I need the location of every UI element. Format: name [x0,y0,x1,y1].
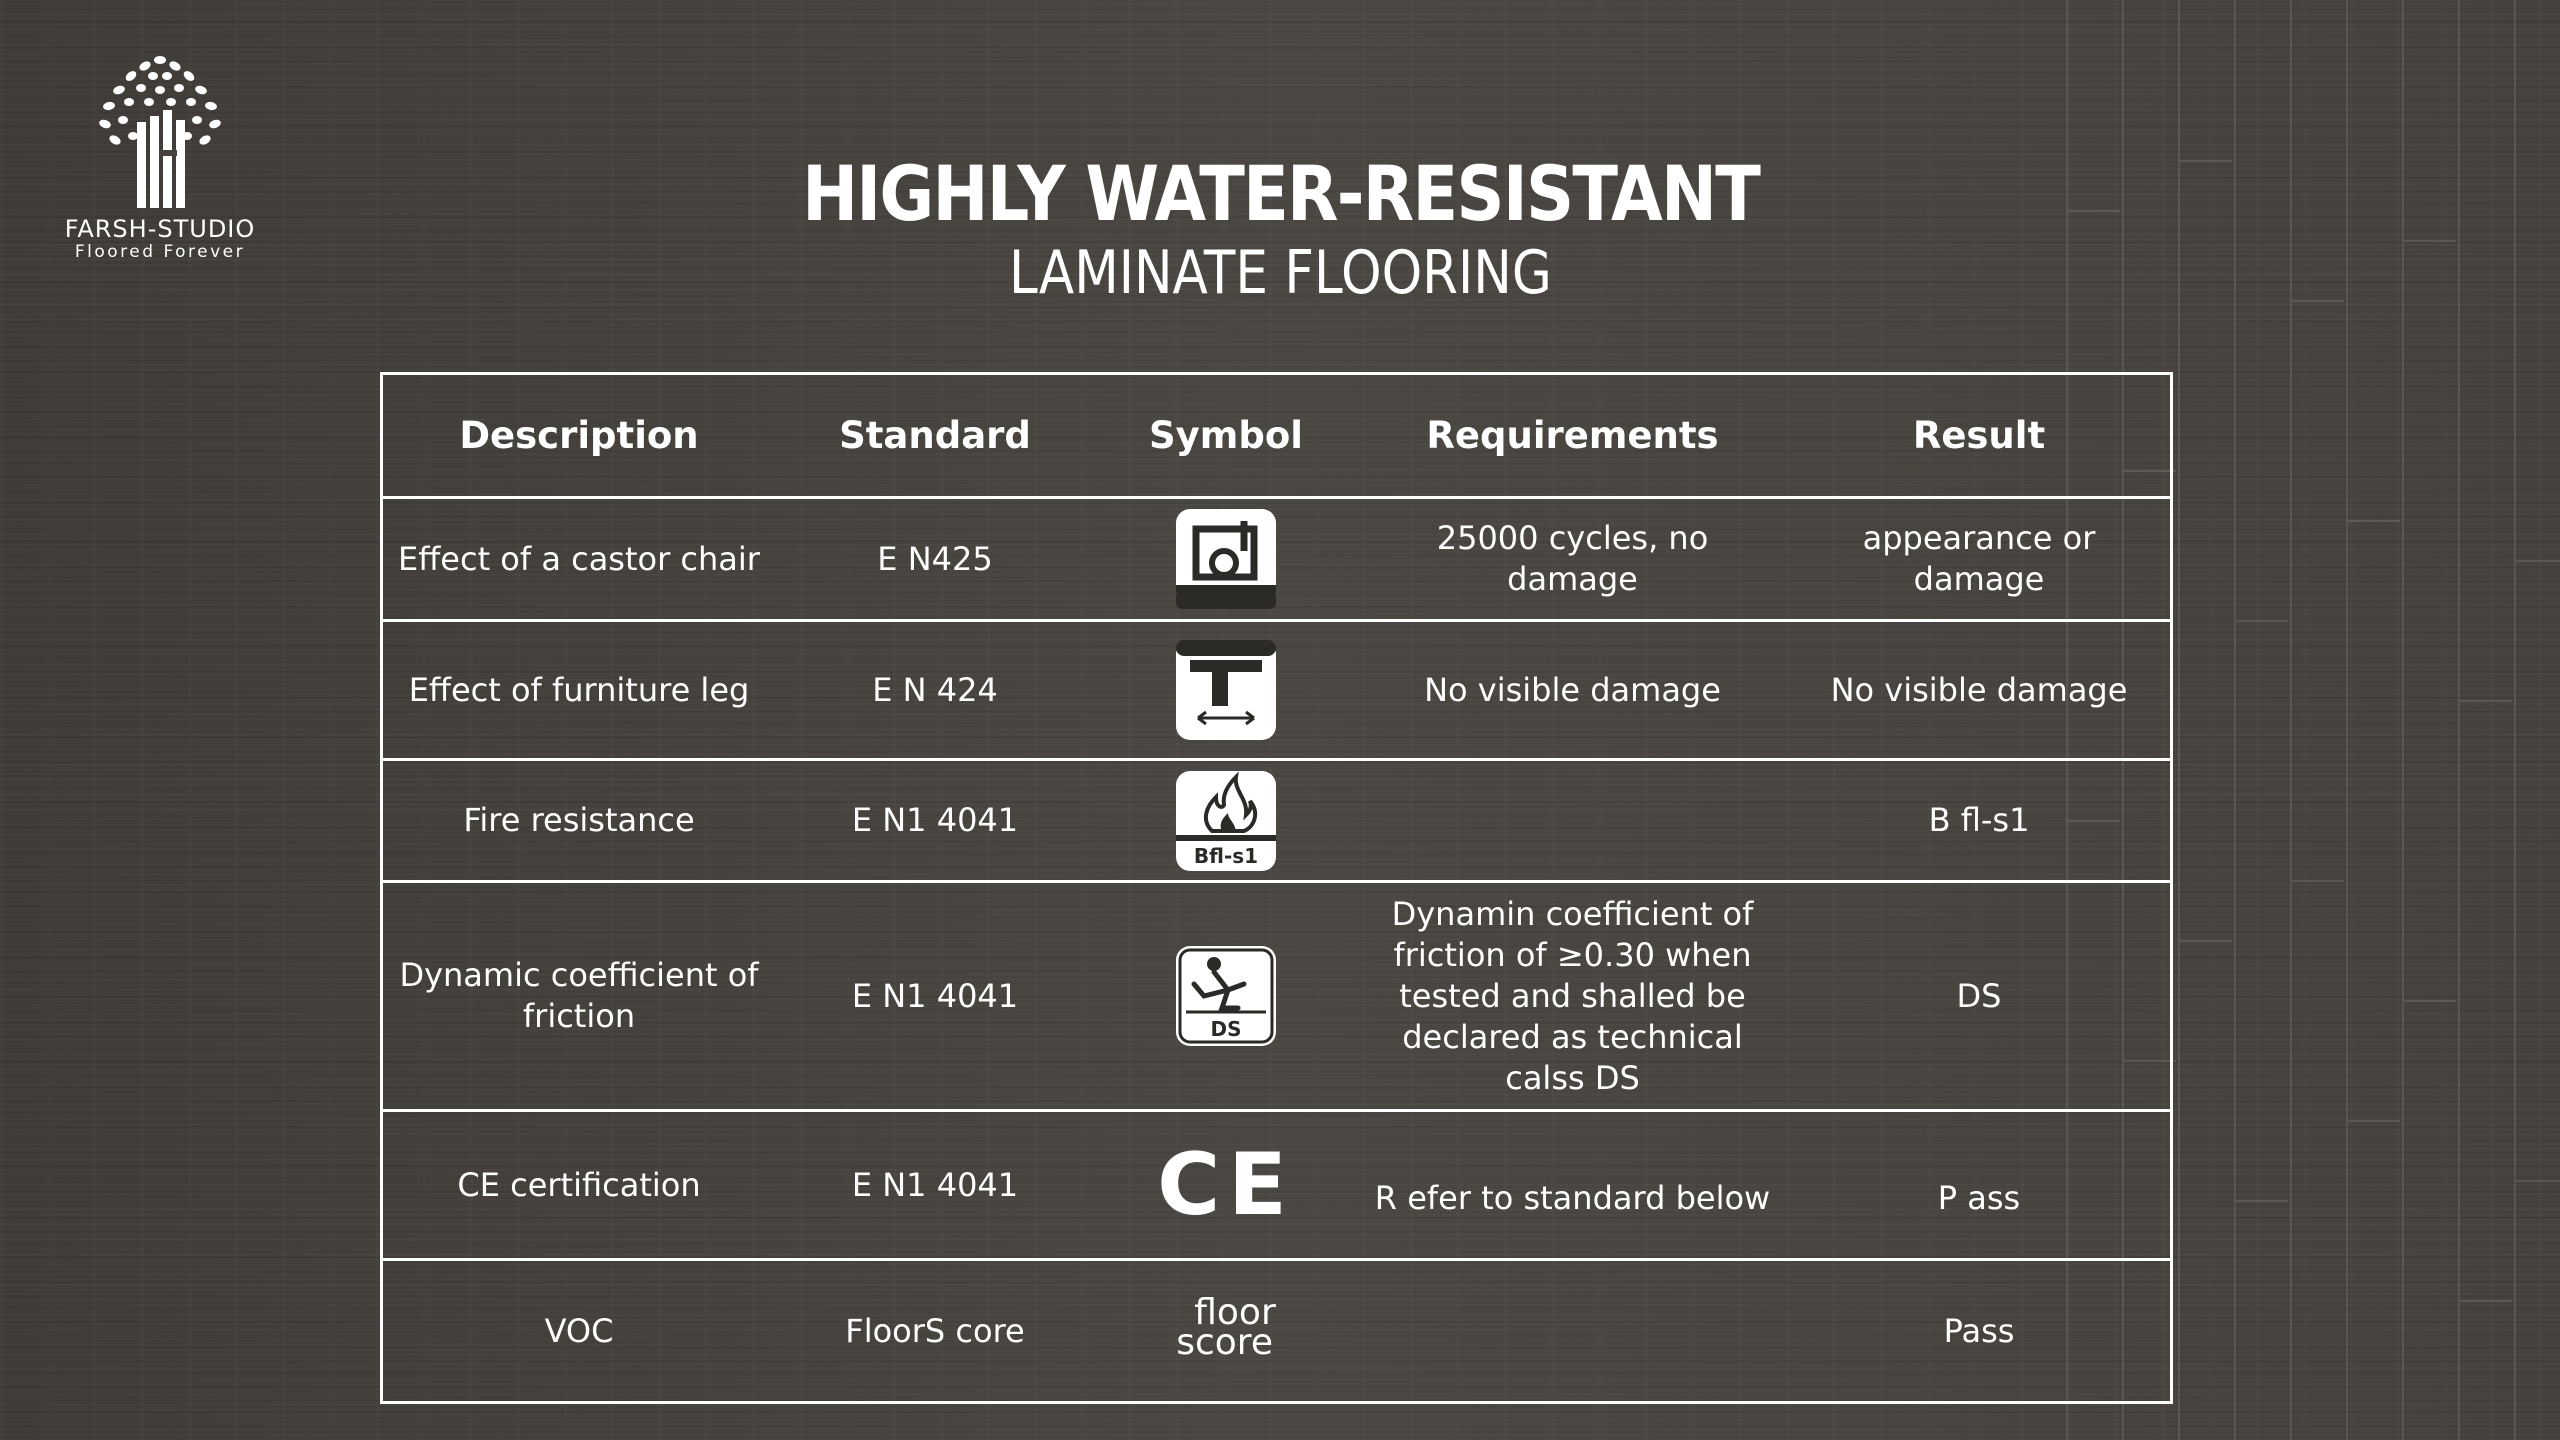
brand-name: FARSH-STUDIO [64,215,256,243]
cell-standard: E N1 4041 [775,760,1095,882]
ce-mark-icon: CE [1157,1135,1295,1235]
cell-symbol [1095,882,1357,1111]
page-heading [0,150,2560,308]
specifications-table [380,372,2173,1404]
cell-requirements [1357,760,1788,882]
cell-standard: E N 424 [775,621,1095,760]
furniture-leg-icon [1174,638,1278,742]
cell-requirements: Dynamin coefficient of friction of ≥0.30 when tested and shalled be declared as technical calss DS [1357,882,1788,1111]
cell-result: P ass [1788,1111,2170,1260]
cell-description: Effect of a castor chair [383,498,775,621]
cell-description: VOC [383,1260,775,1402]
fire-resistance-icon [1174,769,1278,873]
floorscore-icon [1176,1292,1276,1363]
floorscore-text-1: floor [1194,1292,1276,1333]
cell-requirements: No visible damage [1357,621,1788,760]
table-row [383,498,2170,621]
cell-standard: FloorS core [775,1260,1095,1402]
cell-symbol [1095,1111,1357,1260]
table-row [383,1111,2170,1260]
header-description: Description [459,414,699,457]
cell-result: No visible damage [1788,621,2170,760]
cell-requirements: R efer to standard below [1357,1111,1788,1260]
cell-symbol [1095,1260,1357,1402]
floorscore-text-2: score [1176,1322,1273,1363]
cell-result: B fl-s1 [1788,760,2170,882]
table-row [383,882,2170,1111]
cell-description: Fire resistance [383,760,775,882]
cell-symbol [1095,621,1357,760]
castor-chair-icon [1174,507,1278,611]
fire-class-text: Bfl-s1 [1193,843,1259,868]
cell-description: CE certification [383,1111,775,1260]
cell-standard: E N1 4041 [775,1111,1095,1260]
page-subtitle: LAMINATE FLOORING [1008,238,1552,308]
table-row [383,1260,2170,1402]
header-standard: Standard [839,414,1031,457]
page-title: HIGHLY WATER-RESISTANT [802,149,1760,238]
cell-result: DS [1788,882,2170,1111]
cell-requirements [1357,1260,1788,1402]
slip-resistance-icon [1174,944,1278,1048]
header-requirements: Requirements [1426,414,1719,457]
cell-requirements: 25000 cycles, no damage [1357,498,1788,621]
cell-standard: E N1 4041 [775,882,1095,1111]
cell-result: appearance or damage [1788,498,2170,621]
cell-description: Effect of furniture leg [383,621,775,760]
cell-description: Dynamic coefficient of friction [383,882,775,1111]
slip-class-text: DS [1210,1017,1242,1041]
header-result: Result [1912,414,2046,457]
table-row [383,760,2170,882]
cell-symbol [1095,498,1357,621]
cell-result: Pass [1788,1260,2170,1402]
table-header-row [383,375,2170,498]
brand-tagline: Floored Forever [74,242,246,262]
header-symbol: Symbol [1149,414,1303,457]
table-row [383,621,2170,760]
cell-standard: E N425 [775,498,1095,621]
cell-symbol [1095,760,1357,882]
